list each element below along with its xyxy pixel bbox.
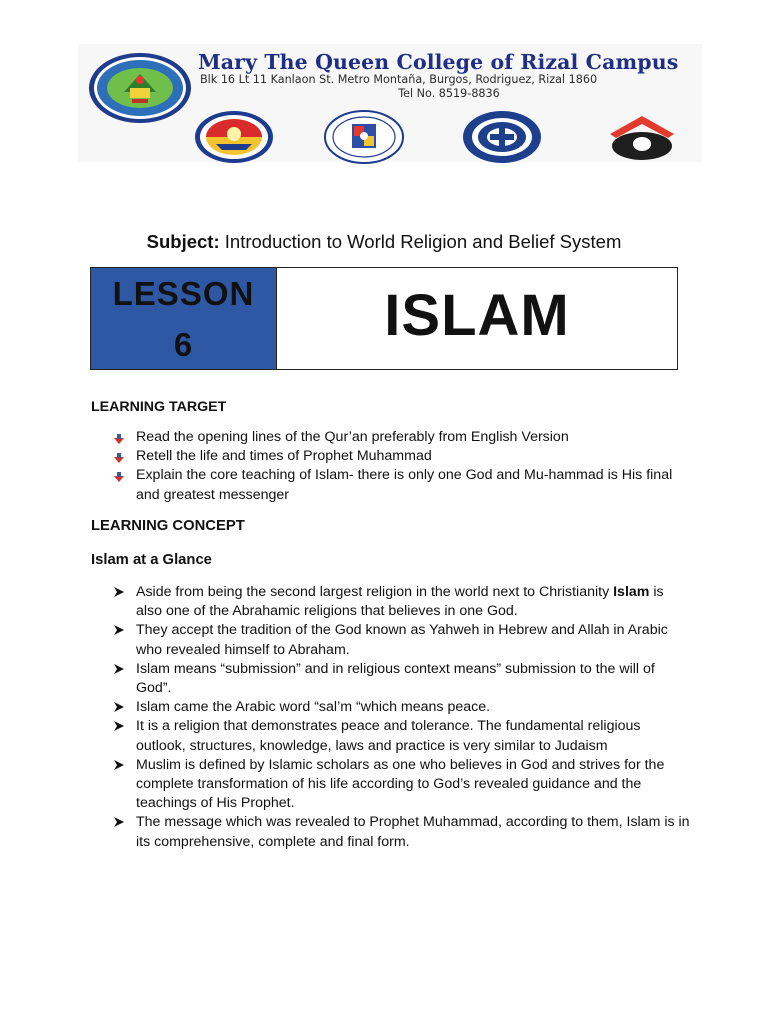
college-telephone: Tel No. 8519-8836 (398, 87, 500, 100)
list-item (113, 717, 693, 755)
college-name: Mary The Queen College of Rizal Campus (198, 50, 679, 74)
concept-text: It is a religion that demonstrates peace and tolerance. The fundamental religious outlook, structures, knowledge, laws and practice is very similar to Judaism (136, 718, 641, 754)
college-header (78, 44, 702, 162)
list-item (113, 466, 693, 504)
list-item (113, 756, 693, 814)
learning-target-heading: LEARNING TARGET (91, 399, 227, 415)
concept-text: They accept the tradition of the God known as Yahweh in Hebrew and Allah in Arabic who revealed himself to Abraham. (136, 622, 668, 658)
college-address: Blk 16 Lt 11 Kanlaon St. Metro Montaña, Burgos, Rodriguez, Rizal 1860 (200, 73, 598, 86)
arrowhead-bullet-icon (113, 816, 125, 828)
lesson-word: LESSON (112, 274, 255, 312)
target-text: Retell the life and times of Prophet Muhammad (136, 448, 432, 465)
learning-target-list (113, 428, 693, 505)
deped-logo-icon (324, 110, 404, 164)
list-item (113, 428, 693, 447)
list-item (113, 698, 693, 717)
concept-text: The message which was revealed to Prophet Muhammad, according to them, Islam is in its comprehensive, complete and final form. (136, 814, 690, 850)
subject-line (0, 231, 768, 253)
lesson-number-cell (91, 268, 277, 369)
arrowhead-bullet-icon (113, 759, 125, 771)
islam-at-a-glance-list (113, 583, 693, 852)
concept-text-pre: Aside from being the second largest religion in the world next to Christianity (136, 584, 614, 600)
arrowhead-bullet-icon (113, 701, 125, 713)
subject-value: Introduction to World Religion and Belief System (219, 231, 622, 252)
arrowhead-bullet-icon (113, 663, 125, 675)
learning-concept-heading: LEARNING CONCEPT (91, 518, 245, 534)
concept-text-bold: Islam (613, 584, 650, 600)
concept-text: Islam came the Arabic word “sal’m “which means peace. (136, 699, 491, 716)
target-text: Explain the core teaching of Islam- there is only one God and Mu-hammad is His final and greatest messenger (136, 467, 673, 503)
arrow-down-bullet-icon (113, 452, 125, 464)
target-text: Read the opening lines of the Qur’an preferably from English Version (136, 429, 569, 445)
arrowhead-bullet-icon (113, 720, 125, 732)
lesson-title-table (90, 267, 678, 370)
list-item (113, 583, 693, 621)
concept-text-post: is also one of the Abrahamic religions that believes in one God. (136, 584, 664, 620)
concept-text: Islam means “submission” and in religious context means” submission to the will of God”. (136, 660, 655, 697)
subject-label: Subject: (146, 231, 220, 252)
house-logo-icon (602, 110, 682, 164)
arrow-down-bullet-icon (113, 433, 125, 445)
concept-text: Muslim is defined by Islamic scholars as one who believes in God and strives for the complete transformation of his life according to God’s revealed guidance and the teachings of His Prophet. (136, 756, 665, 812)
list-item (113, 813, 693, 851)
lesson-topic: ISLAM (384, 283, 570, 348)
arrow-down-bullet-icon (113, 471, 125, 483)
ched-logo-icon (194, 110, 274, 164)
arrowhead-bullet-icon (113, 624, 125, 636)
arrowhead-bullet-icon (113, 586, 125, 598)
list-item (113, 621, 693, 659)
list-item (113, 447, 693, 466)
tesda-logo-icon (462, 110, 542, 164)
lesson-number: 6 (173, 325, 194, 363)
islam-at-a-glance-heading: Islam at a Glance (91, 552, 212, 568)
list-item (113, 660, 693, 698)
